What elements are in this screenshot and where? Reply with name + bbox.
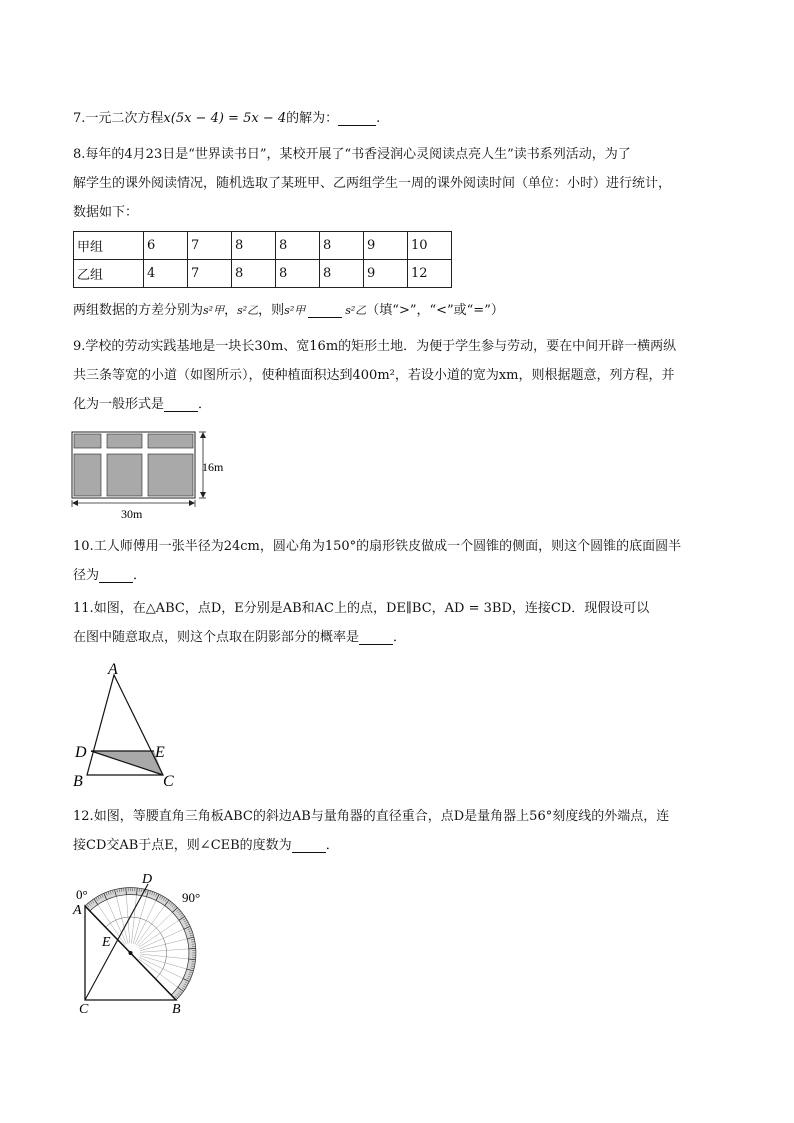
question-11 <box>73 594 723 652</box>
label-zero-degree: 0° <box>76 887 88 902</box>
protractor-radial-line <box>138 912 173 946</box>
q8-answer-blank <box>308 303 342 318</box>
q12-answer-blank <box>292 838 326 853</box>
q11-end: ． <box>393 630 407 645</box>
q11-line1: 如图，在△ABC，点D，E分别是AB和AC上的点，DE∥BC，AD = 3BD，连接CD．现假设可以 <box>93 601 650 616</box>
label-b: B <box>172 1002 181 1017</box>
table-cell: 9 <box>364 232 408 260</box>
q9-number: 9. <box>73 339 86 354</box>
q8-line1: 每年的4月23日是“世界读书日”，某校开展了“书香浸润心灵阅读点亮人生”读书系列活动，为了 <box>85 147 631 162</box>
hypotenuse-ab <box>85 906 176 1000</box>
protractor-diagram <box>70 868 220 1018</box>
q12-end: ． <box>325 838 339 853</box>
s-jia-symbol: s²甲 <box>203 304 225 317</box>
label-e: E <box>155 744 165 761</box>
table-cell: 8 <box>320 260 364 288</box>
label-a: A <box>108 661 118 678</box>
table-cell: 12 <box>408 260 452 288</box>
table-cell: 8 <box>232 232 276 260</box>
protractor-radial-line <box>140 956 187 969</box>
table-cell: 6 <box>144 232 188 260</box>
table-cell: 7 <box>188 260 232 288</box>
q10-answer-blank <box>99 568 133 583</box>
protractor-radial-line <box>140 939 187 951</box>
field-diagram <box>66 424 226 524</box>
question-9 <box>73 332 723 419</box>
triangle-diagram <box>70 660 190 790</box>
q8-variance-line <box>73 296 723 325</box>
q12-line1: 如图，等腰直角三角板ABC的斜边AB与量角器的直径重合，点D是量角器上56°刻度线的外端点，连 <box>93 809 670 824</box>
width-label: 30m <box>121 507 143 521</box>
table-cell: 9 <box>364 260 408 288</box>
q7-text-after: 的解为： <box>286 111 339 126</box>
table-cell: 7 <box>188 232 232 260</box>
q11-line2: 在图中随意取点，则这个点取在阴影部分的概率是 <box>73 630 360 645</box>
plot-bottom-left <box>74 454 101 496</box>
table-cell: 8 <box>276 260 320 288</box>
table-cell: 8 <box>276 232 320 260</box>
q12-line2: 接CD交AB于点E，则∠CEB的度数为 <box>73 838 292 853</box>
protractor-radial-line <box>139 929 183 949</box>
table-row <box>74 260 452 288</box>
q10-end: ． <box>133 568 147 583</box>
q9-end: ． <box>198 397 212 412</box>
s-yi-symbol: s²乙 <box>237 304 259 317</box>
q9-line3: 化为一般形式是 <box>73 397 165 412</box>
q11-answer-blank <box>359 630 393 645</box>
protractor-inner-arc <box>105 917 166 979</box>
table-cell: 10 <box>408 232 452 260</box>
table-cell: 4 <box>144 260 188 288</box>
label-c: C <box>163 773 174 790</box>
table-cell: 8 <box>232 260 276 288</box>
compare-right-symbol: s²乙 <box>345 304 367 317</box>
protractor-radial-line <box>140 949 188 952</box>
label-c: C <box>79 1002 89 1017</box>
table-cell: 8 <box>320 232 364 260</box>
label-d: D <box>75 744 87 761</box>
label-ninety-degree: 90° <box>182 890 201 905</box>
question-10 <box>73 532 723 590</box>
q9-line2: 共三条等宽的小道（如图所示），使种植面积达到400m²，若设小道的宽为xm，则根据题意，列方程，并 <box>73 368 675 383</box>
label-a: A <box>73 903 82 918</box>
q8-separator: ， <box>224 303 238 318</box>
q8-line2: 解学生的课外阅读情况，随机选取了某班甲、乙两组学生一周的课外阅读时间（单位：小时）进行统计， <box>73 176 672 191</box>
label-d: D <box>142 872 153 887</box>
row-label: 甲组 <box>74 232 144 260</box>
q8-line3: 数据如下： <box>73 205 139 220</box>
height-label: 16m <box>202 460 224 474</box>
label-e: E <box>102 935 111 950</box>
q7-answer-blank <box>338 111 376 126</box>
plot-bottom-right <box>148 454 193 496</box>
protractor-radial-line <box>140 954 188 959</box>
q10-line2: 径为 <box>73 568 100 583</box>
q7-text-before: 一元二次方程 <box>85 111 164 126</box>
q11-number: 11. <box>73 601 94 616</box>
q10-number: 10. <box>73 539 94 554</box>
protractor-radial-line <box>139 920 179 947</box>
q8-data-table <box>73 231 452 288</box>
q7-end: . <box>376 111 381 126</box>
table-row <box>74 232 452 260</box>
q8-variance-text: 两组数据的方差分别为 <box>73 303 204 318</box>
q9-line1: 学校的劳动实践基地是一块长30m、宽16m的矩形土地．为便于学生参与劳动，要在中间开辟一横两纵 <box>85 339 677 354</box>
plot-top-middle <box>107 434 142 448</box>
question-12 <box>73 802 723 860</box>
protractor-radial-line <box>133 897 146 944</box>
plot-top-right <box>148 434 193 448</box>
label-b: B <box>73 773 83 790</box>
question-7 <box>73 104 723 133</box>
q10-line1: 工人师傅用一张半径为24cm，圆心角为150°的扇形铁皮做成一个圆锥的侧面，则这个圆锥的底面圆半 <box>93 539 682 554</box>
q8-then-text: ，则 <box>258 303 285 318</box>
q8-number: 8. <box>73 147 86 162</box>
question-8 <box>73 140 723 227</box>
q7-number: 7. <box>73 111 86 126</box>
compare-left-symbol: s²甲 <box>284 304 306 317</box>
q12-number: 12. <box>73 809 94 824</box>
protractor-radial-line <box>116 896 128 943</box>
plot-top-left <box>74 434 101 448</box>
protractor-radial-line <box>132 895 137 943</box>
q9-answer-blank <box>164 397 198 412</box>
row-label: 乙组 <box>74 260 144 288</box>
q7-equation: x(5x − 4) = 5x − 4 <box>163 111 287 126</box>
q8-options: （填“>”，“<”或“=”） <box>366 303 504 318</box>
plot-bottom-middle <box>107 454 142 496</box>
